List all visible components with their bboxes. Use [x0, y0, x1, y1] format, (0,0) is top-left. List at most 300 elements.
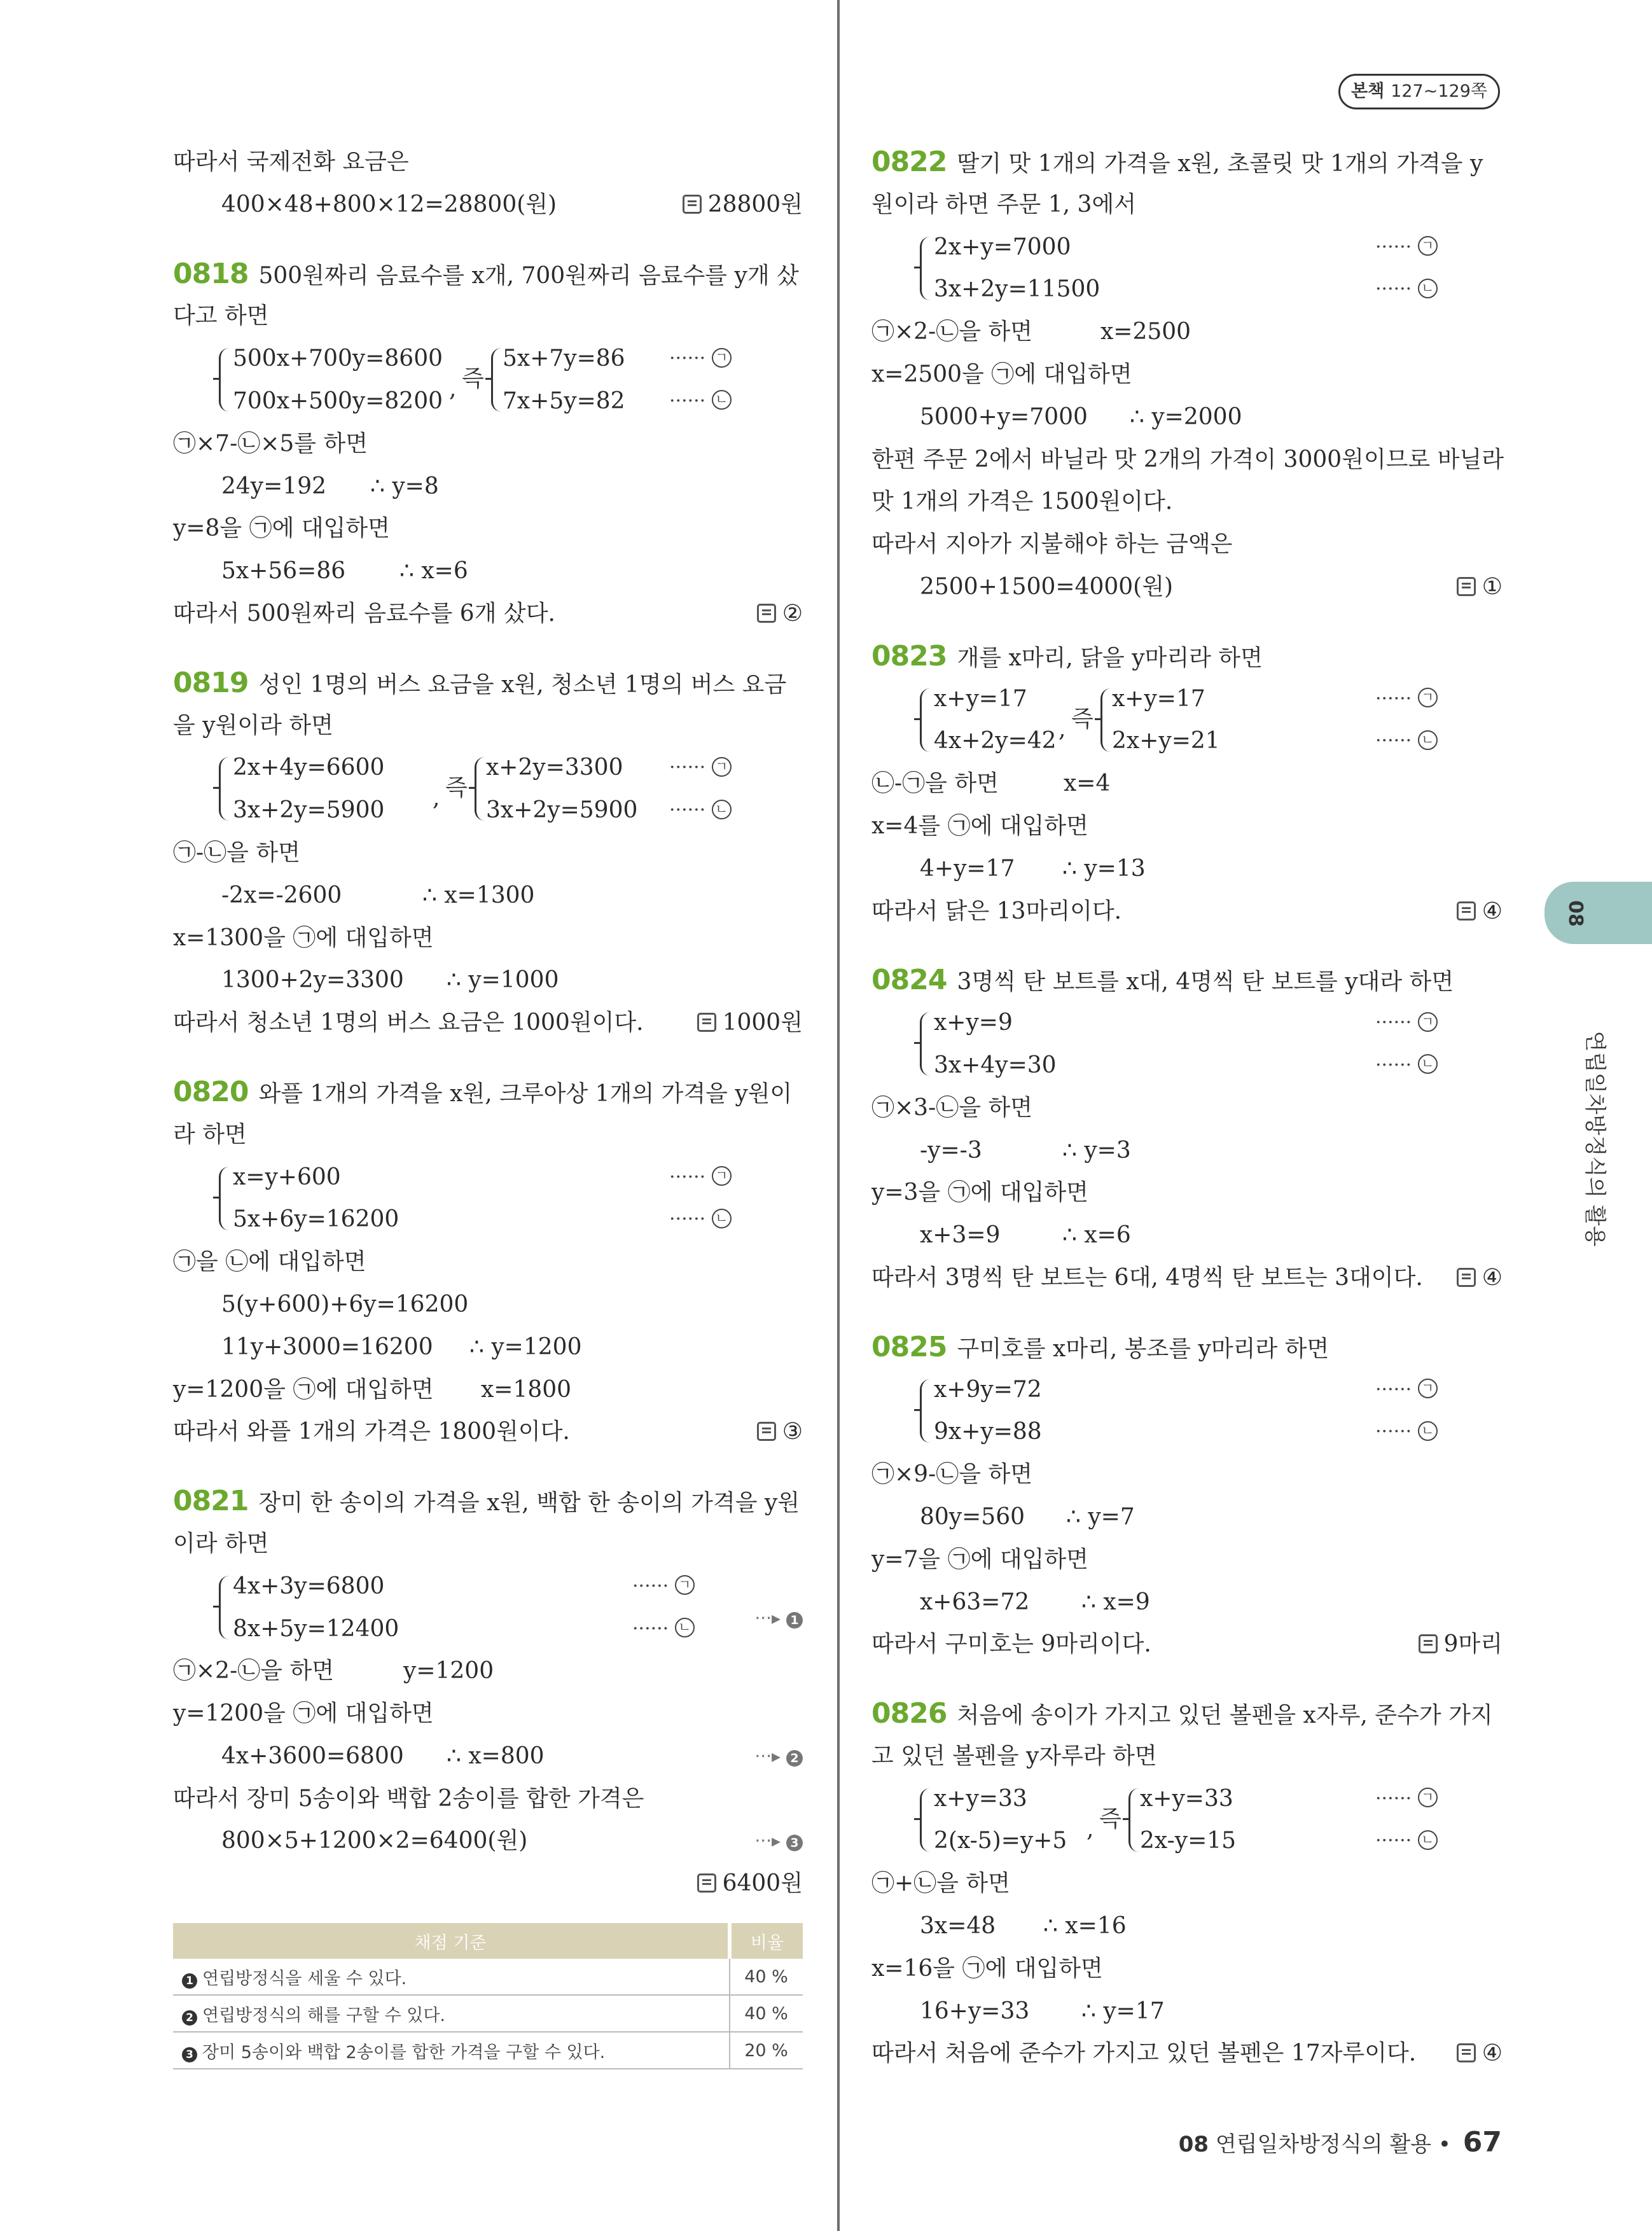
step-line [871, 311, 1503, 354]
answer-icon [1457, 577, 1476, 596]
textbook-page-reference [1338, 74, 1500, 109]
answer-value: ④ [1482, 1264, 1503, 1291]
result: ∴ x=16 [1043, 1913, 1127, 1940]
conclusion-text: 따라서 와플 1개의 가격은 1800원이다. [173, 1419, 570, 1445]
brace [920, 1012, 930, 1076]
calc: 80y=560 [920, 1503, 1025, 1530]
equation: x+y=17 [1112, 685, 1205, 712]
calc-line [871, 1991, 1503, 2033]
calc: 5000+y=7000 [920, 403, 1088, 430]
marker-2: ㄴ [712, 800, 732, 819]
rubric-step-number: 2 [182, 2010, 197, 2026]
left-column [173, 141, 803, 2069]
equation: x=y+600 [233, 1164, 341, 1190]
marker-2: ㄴ [675, 1618, 695, 1637]
step-line: 따라서 장미 5송이와 백합 2송이를 합한 가격은 [173, 1785, 644, 1812]
calc-line [871, 1130, 1503, 1172]
marker-2: ㄴ [1418, 730, 1438, 750]
dots: ······ [669, 756, 706, 779]
marker-2: ㄴ [712, 390, 732, 410]
connector: 즉 [445, 775, 468, 802]
calc-line [173, 1326, 803, 1369]
calc: 5x+56=86 [221, 558, 346, 585]
conclusion [871, 891, 1503, 933]
result: ∴ x=9 [1081, 1588, 1150, 1615]
equation: 700x+500y=8200 [233, 387, 443, 414]
problem-number: 0820 [173, 1075, 249, 1108]
step-number: 1 [786, 1612, 803, 1629]
equation-marker [669, 380, 732, 423]
calc-line [173, 875, 803, 917]
calc: 4x+3600=6800 [221, 1742, 404, 1769]
brace [475, 757, 485, 821]
marker-1: ㄱ [712, 1166, 732, 1186]
calc: ㉠×2-㉡을 하면 [173, 1658, 335, 1685]
problem-text-line: 원이라 하면 주문 1, 3에서 [871, 191, 1137, 218]
calc: y=1200을 ㉠에 대입하면 [173, 1376, 434, 1403]
step-line: x=16을 ㉠에 대입하면 [871, 1955, 1103, 1982]
chapter-side-title: 연립일차방정식의 활용 [1582, 1031, 1607, 1247]
equation-marker [669, 338, 732, 380]
conclusion [173, 1411, 803, 1454]
step-line [173, 1650, 803, 1693]
equation: 2x+y=21 [1112, 728, 1220, 754]
equation-marker [669, 747, 732, 789]
conclusion [871, 1623, 1503, 1666]
result: ∴ y=8 [370, 473, 439, 499]
calc: 24y=192 [221, 473, 327, 499]
connector: 즉 [1099, 1805, 1121, 1832]
result: x=4 [1064, 770, 1111, 797]
answer [697, 1863, 803, 1905]
rubric-row [173, 1995, 803, 2032]
answer [1457, 2033, 1503, 2075]
text-line: 따라서 지아가 지불해야 하는 금액은 [871, 531, 1233, 558]
result: ∴ y=13 [1062, 855, 1146, 882]
rubric-step-number: 1 [182, 1973, 197, 1989]
scoring-step-3 [754, 1820, 803, 1863]
equation: 3x+2y=11500 [934, 276, 1100, 303]
answer-icon [757, 1422, 776, 1441]
result: ∴ x=800 [447, 1742, 545, 1769]
step-arrow: ···▸ [754, 1745, 781, 1767]
rubric-row [173, 2032, 803, 2069]
equation-marker [669, 789, 732, 832]
comma: , [1086, 1816, 1094, 1842]
brace [1100, 688, 1111, 752]
problem-number: 0823 [871, 639, 947, 672]
equation-system [920, 1778, 1503, 1863]
rubric-step-number: 3 [182, 2047, 197, 2062]
marker-2: ㄴ [1418, 1421, 1438, 1441]
answer-value: 6400원 [722, 1870, 803, 1897]
equation-system [219, 338, 803, 423]
dots: ······ [1375, 1053, 1412, 1076]
step-number: 2 [786, 1750, 803, 1767]
conclusion [173, 1863, 803, 1905]
answer-icon [757, 604, 776, 623]
calc: x+63=72 [920, 1588, 1030, 1615]
dots: ······ [632, 1617, 669, 1640]
equation: 3x+2y=5900 [486, 797, 638, 824]
step-arrow: ···▸ [754, 1607, 781, 1629]
footer-separator: • [1438, 2132, 1451, 2157]
answer [1457, 891, 1503, 933]
problem-0822-header [871, 141, 1503, 184]
chapter-tab-number: 08 [1564, 900, 1586, 927]
step-line [173, 1369, 803, 1412]
dots: ······ [669, 389, 706, 412]
equation-system [920, 226, 1503, 312]
equation: 5x+6y=16200 [233, 1206, 399, 1233]
dots: ······ [669, 347, 706, 370]
dots: ······ [1375, 1830, 1412, 1852]
marker-1: ㄱ [712, 348, 732, 368]
page-number: 67 [1462, 2126, 1502, 2158]
result: ∴ y=3 [1062, 1137, 1131, 1164]
dots: ······ [1375, 278, 1412, 301]
connector: 즉 [1071, 705, 1093, 732]
problem-text-line: 이라 하면 [173, 1530, 269, 1557]
comma: , [1059, 716, 1066, 742]
calc-line [871, 848, 1503, 891]
problem-text: 개를 x마리, 닭을 y마리라 하면 [957, 644, 1263, 671]
equation-marker [669, 1157, 732, 1199]
step-line: y=1200을 ㉠에 대입하면 [173, 1700, 434, 1727]
step-line: ㉠×3-㉡을 하면 [871, 1094, 1033, 1121]
problem-text: 장미 한 송이의 가격을 x원, 백합 한 송이의 가격을 y원 [258, 1490, 800, 1517]
step-line: y=3을 ㉠에 대입하면 [871, 1179, 1088, 1206]
equation-marker [1375, 1369, 1438, 1412]
equation-system [219, 747, 803, 832]
answer [683, 184, 803, 226]
rubric-header-criteria: 채점 기준 [173, 1923, 730, 1959]
page-ref-range: 127~129쪽 [1391, 81, 1487, 101]
problem-0820-header [173, 1071, 803, 1114]
step-line: x=1300을 ㉠에 대입하면 [173, 924, 434, 951]
calc: 2500+1500=4000(원) [920, 573, 1174, 600]
result: ∴ x=1300 [422, 882, 535, 908]
dots: ······ [632, 1574, 669, 1597]
calc-line [871, 1581, 1503, 1624]
equation-marker [669, 1199, 732, 1241]
calc: 11y+3000=16200 [221, 1333, 433, 1360]
rubric-percent: 40 % [730, 1959, 803, 1995]
calc: 800×5+1200×2=6400(원) [221, 1828, 528, 1854]
conclusion-text: 따라서 3명씩 탄 보트는 6대, 4명씩 탄 보트는 3대이다. [871, 1264, 1423, 1291]
comma: , [433, 785, 440, 812]
calc: ㉡-㉠을 하면 [871, 770, 999, 797]
scoring-rubric-table [173, 1923, 803, 2069]
answer-value: ④ [1482, 898, 1503, 924]
answer-icon [697, 1013, 716, 1032]
rubric-percent: 40 % [730, 1995, 803, 2032]
problem-0818-header [173, 253, 803, 296]
equation: 2x+4y=6600 [233, 754, 385, 781]
calc: 3x=48 [920, 1913, 996, 1940]
calc-line [871, 1496, 1503, 1539]
column-divider [837, 0, 840, 2231]
answer-icon [1457, 901, 1476, 921]
answer-value: 28800원 [707, 191, 803, 218]
dots: ······ [1375, 1787, 1412, 1810]
equation: 8x+5y=12400 [233, 1615, 399, 1642]
brace [219, 348, 229, 412]
step-line: ㉠×9-㉡을 하면 [871, 1461, 1033, 1488]
rubric-criterion [173, 1959, 730, 1995]
answer [757, 1411, 803, 1454]
conclusion [871, 2033, 1503, 2075]
equation-system [920, 1369, 1503, 1454]
dots: ······ [1375, 1421, 1412, 1443]
answer-icon [1457, 2043, 1476, 2062]
step-line: x=4를 ㉠에 대입하면 [871, 812, 1088, 839]
problem-number: 0818 [173, 257, 249, 290]
calc-line: 5(y+600)+6y=16200 [221, 1291, 469, 1317]
equation: x+y=9 [934, 1010, 1013, 1036]
result: x=1800 [481, 1376, 572, 1403]
calc-line [173, 1735, 803, 1778]
equation-system [219, 1566, 803, 1651]
answer-icon [1419, 1634, 1438, 1653]
calc: 16+y=33 [920, 1998, 1030, 2024]
equation: 2(x-5)=y+5 [934, 1828, 1067, 1854]
rubric-row [173, 1959, 803, 1995]
rubric-text: 연립방정식을 세울 수 있다. [202, 1968, 407, 1989]
equation-marker [1375, 678, 1438, 721]
calc-line [871, 1214, 1503, 1257]
marker-1: ㄱ [1418, 1012, 1438, 1032]
footer-chapter: 08 [1178, 2132, 1209, 2157]
footer-title: 연립일차방정식의 활용 [1215, 2132, 1432, 2157]
problem-text-line: 다고 하면 [173, 303, 269, 330]
calc: 1300+2y=3300 [221, 967, 404, 994]
dots: ······ [1375, 1011, 1412, 1034]
brace [920, 1379, 930, 1443]
step-line: y=8을 ㉠에 대입하면 [173, 515, 390, 542]
calc-line [871, 1905, 1503, 1948]
problem-text: 3명씩 탄 보트를 x대, 4명씩 탄 보트를 y대라 하면 [957, 969, 1454, 996]
problem-text: 500원짜리 음료수를 x개, 700원짜리 음료수를 y개 샀 [258, 262, 799, 289]
marker-2: ㄴ [1418, 1054, 1438, 1074]
step-line: y=7을 ㉠에 대입하면 [871, 1546, 1088, 1573]
step-line: x=2500을 ㉠에 대입하면 [871, 361, 1132, 387]
marker-1: ㄱ [712, 757, 732, 777]
equation: x+2y=3300 [486, 754, 623, 781]
scoring-step-2 [754, 1735, 803, 1778]
step-line: ㉠+㉡을 하면 [871, 1870, 1010, 1897]
brace [219, 1576, 229, 1639]
marker-2: ㄴ [712, 1209, 732, 1228]
equation: x+y=33 [934, 1785, 1027, 1812]
equation: x+9y=72 [934, 1376, 1042, 1403]
equation: x+y=33 [1140, 1785, 1233, 1812]
equation-marker [1375, 1045, 1438, 1087]
brace [491, 348, 501, 412]
result: ∴ y=2000 [1130, 403, 1242, 430]
answer-value: ① [1482, 573, 1503, 600]
marker-1: ㄱ [1418, 1788, 1438, 1807]
brace [920, 688, 930, 752]
text-line: 맛 1개의 가격은 1500원이다. [871, 489, 1173, 515]
right-column [871, 141, 1503, 2075]
calc-line [871, 396, 1503, 439]
problem-text: 딸기 맛 1개의 가격을 x원, 초콜릿 맛 1개의 가격을 y [957, 151, 1483, 177]
dots: ······ [1375, 730, 1412, 753]
dots: ······ [1375, 235, 1412, 258]
calc-line [173, 466, 803, 508]
answer-icon [683, 195, 702, 214]
brace [219, 1167, 229, 1230]
answer-value: 9마리 [1443, 1631, 1503, 1658]
rubric-text: 장미 5송이와 백합 2송이를 합한 가격을 구할 수 있다. [202, 2042, 606, 2062]
equation: 3x+4y=30 [934, 1052, 1057, 1078]
equation: x+y=17 [934, 685, 1027, 712]
problem-text: 성인 1명의 버스 요금을 x원, 청소년 1명의 버스 요금 [258, 671, 787, 698]
step-line [871, 763, 1503, 805]
equation-marker [1375, 226, 1438, 269]
conclusion [173, 1002, 803, 1045]
dots: ······ [669, 799, 706, 822]
problem-0825-header [871, 1326, 1503, 1369]
answer-value: ③ [782, 1419, 803, 1445]
step-line: ㉠을 ㉡에 대입하면 [173, 1249, 366, 1275]
answer-value: ② [782, 600, 803, 627]
dots: ······ [1375, 687, 1412, 710]
brace [920, 1788, 930, 1852]
problem-0821-header [173, 1480, 803, 1523]
equation: 4x+3y=6800 [233, 1573, 385, 1599]
conclusion-text: 따라서 청소년 1명의 버스 요금은 1000원이다. [173, 1010, 644, 1036]
result: ∴ y=1200 [469, 1333, 582, 1360]
equation: 3x+2y=5900 [233, 797, 385, 824]
equation: 500x+700y=8600 [233, 345, 443, 372]
result: ∴ x=6 [399, 558, 468, 585]
equation-marker [1375, 1002, 1438, 1045]
rubric-percent: 20 % [730, 2032, 803, 2069]
answer [697, 1002, 803, 1045]
step-number: 3 [786, 1835, 803, 1851]
marker-2: ㄴ [1418, 279, 1438, 298]
answer [1457, 1257, 1503, 1300]
result: ∴ y=7 [1066, 1503, 1135, 1530]
problem-number: 0824 [871, 964, 947, 997]
step-arrow: ···▸ [754, 1830, 781, 1852]
problem-text: 구미호를 x마리, 봉조를 y마리라 하면 [957, 1335, 1329, 1362]
equation-marker [632, 1566, 695, 1608]
conclusion [871, 1257, 1503, 1300]
intro-line: 따라서 국제전화 요금은 [173, 149, 409, 175]
rubric-criterion [173, 2032, 730, 2069]
conclusion-text: 따라서 구미호는 9마리이다. [871, 1631, 1151, 1658]
equation-system [920, 678, 1503, 763]
result: y=1200 [403, 1658, 494, 1685]
marker-1: ㄱ [675, 1575, 695, 1595]
dots: ······ [669, 1208, 706, 1231]
rubric-header-ratio: 비율 [730, 1923, 803, 1959]
problem-text-line: 라 하면 [173, 1121, 247, 1148]
dots: ······ [669, 1165, 706, 1188]
answer [1419, 1623, 1503, 1666]
problem-text-line: 고 있던 볼펜을 y자루라 하면 [871, 1742, 1157, 1769]
calc: x+3=9 [920, 1222, 1001, 1249]
result: ∴ y=17 [1081, 1998, 1165, 2024]
equation: 2x+y=7000 [934, 233, 1071, 260]
problem-number: 0821 [173, 1485, 249, 1518]
equation-marker [1375, 720, 1438, 763]
problem-text: 와플 1개의 가격을 x원, 크루아상 1개의 가격을 y원이 [258, 1080, 793, 1107]
calc-line [173, 1820, 803, 1863]
calc-line [173, 550, 803, 593]
result: ∴ y=1000 [447, 967, 559, 994]
equation: 5x+7y=86 [503, 345, 625, 372]
equation: 7x+5y=82 [503, 387, 625, 414]
equation: 4x+2y=42 [934, 728, 1057, 754]
problem-0824-header [871, 959, 1503, 1002]
conclusion-text: 따라서 처음에 준수가 가지고 있던 볼펜은 17자루이다. [871, 2040, 1417, 2067]
problem-0819-header [173, 662, 803, 705]
result: ∴ x=6 [1062, 1222, 1131, 1249]
intro-calc-text: 400×48+800×12=28800(원) [221, 191, 557, 218]
conclusion-text: 따라서 500원짜리 음료수를 6개 샀다. [173, 600, 555, 627]
text-line: 한편 주문 2에서 바닐라 맛 2개의 가격이 3000원이므로 바닐라 [871, 446, 1504, 473]
marker-1: ㄱ [1418, 688, 1438, 707]
brace [1128, 1788, 1139, 1852]
scoring-step-1 [754, 1597, 803, 1640]
marker-1: ㄱ [1418, 1379, 1438, 1398]
answer-icon [1457, 1268, 1476, 1287]
problem-number: 0825 [871, 1330, 947, 1363]
equation: 9x+y=88 [934, 1419, 1042, 1445]
dots: ······ [1375, 1378, 1412, 1401]
problem-text: 처음에 송이가 가지고 있던 볼펜을 x자루, 준수가 가지 [957, 1702, 1493, 1729]
page-ref-label: 본책 [1351, 81, 1385, 101]
step-line: ㉠×7-㉡×5를 하면 [173, 430, 368, 457]
equation-system [219, 1157, 803, 1242]
problem-text-line: 을 y원이라 하면 [173, 712, 333, 739]
marker-1: ㄱ [1418, 236, 1438, 256]
problem-0823-header [871, 636, 1503, 678]
equation-marker [1375, 1411, 1438, 1454]
equation-system [920, 1002, 1503, 1087]
brace [219, 757, 229, 821]
brace [920, 237, 930, 300]
problem-0826-header [871, 1693, 1503, 1735]
calc-line [173, 959, 803, 1002]
problem-number: 0826 [871, 1697, 947, 1730]
calc: -y=-3 [920, 1137, 982, 1164]
equation: 2x-y=15 [1140, 1828, 1237, 1854]
connector: 즉 [462, 366, 484, 393]
rubric-header [173, 1923, 803, 1959]
conclusion [173, 593, 803, 636]
answer-value: ④ [1482, 2040, 1503, 2067]
result: x=2500 [1100, 319, 1191, 345]
answer-icon [697, 1873, 716, 1893]
equation-marker [632, 1608, 695, 1651]
answer-value: 1000원 [722, 1010, 803, 1036]
calc: ㉠×2-㉡을 하면 [871, 319, 1033, 345]
answer [1457, 566, 1503, 609]
marker-2: ㄴ [1418, 1830, 1438, 1850]
problem-number: 0819 [173, 666, 249, 699]
calc-line [871, 566, 1503, 609]
equation-marker [1375, 268, 1438, 311]
intro-calc [173, 184, 803, 226]
equation-marker [1375, 1820, 1438, 1863]
equation-marker [1375, 1778, 1438, 1821]
conclusion-text: 따라서 닭은 13마리이다. [871, 898, 1122, 924]
